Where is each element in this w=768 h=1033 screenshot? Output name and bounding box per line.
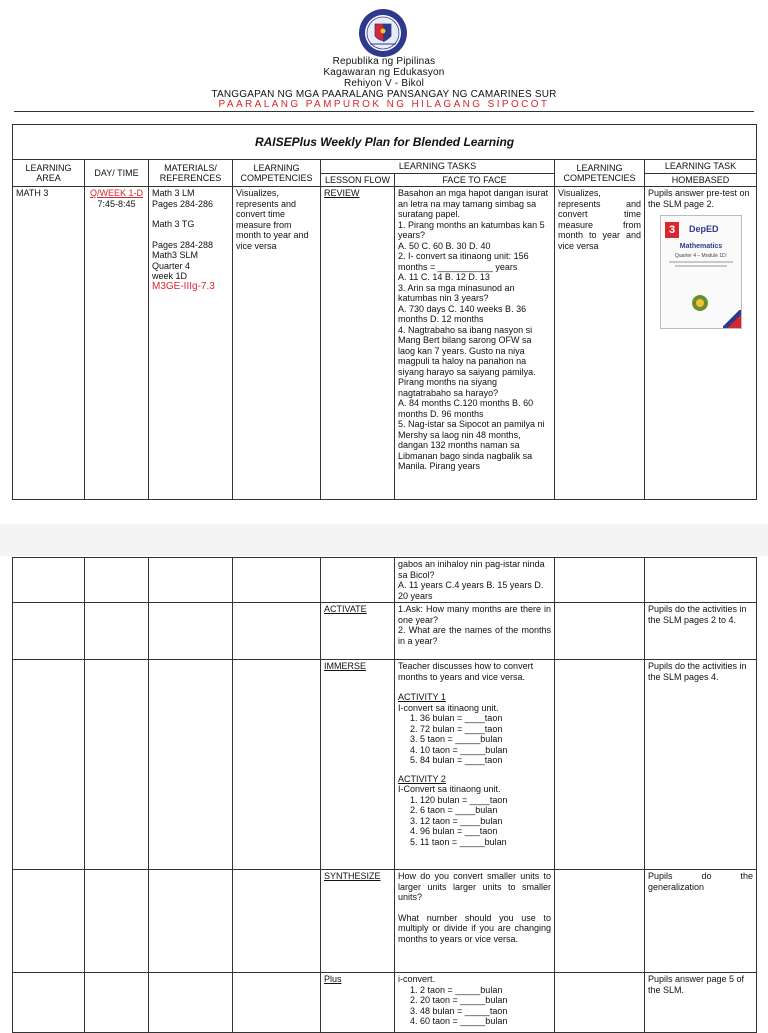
header-line-3: Rehiyon V - Bikol — [343, 78, 425, 89]
cover-stripe — [675, 265, 727, 267]
plus-list — [398, 985, 551, 1027]
face-to-face-synthesize — [395, 870, 555, 973]
review-choices: A. 11 years C.4 years B. 15 years D. 20 years — [398, 580, 544, 601]
header-competencies: LEARNING COMPETENCIES — [233, 160, 321, 187]
flow-immerse: IMMERSE — [321, 660, 395, 870]
header-line-4: TANGGAPAN NG MGA PAARALANG PANSANGAY NG CAMARINES SUR — [211, 89, 557, 100]
weekly-plan-table — [12, 124, 757, 500]
face-to-face-review — [395, 187, 555, 500]
header-face-to-face: FACE TO FACE — [395, 173, 555, 187]
review-question: 3. Arin sa mga minasunod an katumbas nin 3 years? — [398, 282, 515, 303]
material-item: Math3 SLM — [152, 250, 199, 260]
plus-item: 3. 48 bulan = _____taon — [420, 1006, 551, 1017]
activate-question: 1.Ask: How many months are there in one year? — [398, 604, 551, 625]
school-name: PAARALANG PAMPUROK NG HILAGANG SIPOCOT — [218, 99, 550, 110]
activity-item: 4. 10 taon = _____bulan — [420, 745, 551, 756]
activity-1-title: ACTIVITY 1 — [398, 692, 446, 702]
activity-1-instruction: I-convert sa itinaong unit. — [398, 702, 499, 713]
header-learning-task: LEARNING TASK — [645, 160, 757, 174]
flow-activate: ACTIVATE — [321, 603, 395, 660]
review-choices: A. 730 days C. 140 weeks B. 36 months D. 12 months — [398, 303, 527, 324]
review-choices: A. 11 C. 14 B. 12 D. 13 — [398, 272, 490, 282]
plus-item: 1. 2 taon = _____bulan — [420, 985, 551, 996]
activity-1-list — [398, 713, 551, 766]
material-item: Pages 284-286 — [152, 198, 214, 209]
competency-cell: Visualizes, represents and convert time measure from month to year and vice versa — [233, 187, 321, 500]
homebased-plus: Pupils answer page 5 of the SLM. — [645, 973, 757, 1033]
homebased-synthesize: Pupils do the generalization — [645, 870, 757, 973]
synthesize-question: What number should you use to multiply or divide if you are changing months to years or vice versa. — [398, 912, 551, 944]
review-question-cont: gabos an inihaloy nin pag-istar ninda sa Bicol? — [398, 559, 545, 580]
homebased-review — [645, 187, 757, 500]
material-item: Pages 284-288 — [152, 239, 214, 250]
cover-seal-icon — [691, 294, 709, 312]
review-question: 2. I- convert sa itinaong unit: 156 months = ___________ years — [398, 251, 529, 272]
review-question: 1. Pirang months an katumbas kan 5 years? — [398, 219, 545, 240]
learning-area-cell: MATH 3 — [13, 187, 85, 500]
review-instruction: Basahon an mga hapot dangan isurat an letra na may tamang simbag sa suratang papel. — [398, 188, 549, 219]
header-line-2: Kagawaran ng Edukasyon — [323, 67, 445, 78]
cover-corner-stripe — [723, 310, 741, 328]
review-choices: A. 50 C. 60 B. 30 D. 40 — [398, 240, 491, 251]
header-materials: MATERIALS/ REFERENCES — [149, 160, 233, 187]
slm-module-cover — [660, 215, 742, 329]
activity-item: 1. 120 bulan = ____taon — [420, 795, 551, 806]
face-to-face-activate — [395, 603, 555, 660]
time-label: 7:45-8:45 — [97, 198, 136, 209]
activity-item: 3. 5 taon = _____bulan — [420, 734, 551, 745]
flow-plus: Plus — [321, 973, 395, 1033]
header-homebased: HOMEBASED — [645, 173, 757, 187]
activity-item: 4. 96 bulan = ___taon — [420, 826, 551, 837]
week-day-label: Q/WEEK 1-D — [89, 188, 143, 198]
activity-item: 3. 12 taon = ____bulan — [420, 816, 551, 827]
cover-grade-badge: 3 — [665, 222, 679, 238]
page-gap — [0, 524, 768, 556]
homebased-immerse: Pupils do the activities in the SLM pages 4. — [645, 660, 757, 870]
plus-item: 2. 20 taon = _____bulan — [420, 995, 551, 1006]
activity-item: 5. 11 taon = _____bulan — [420, 837, 551, 848]
header-competencies-2: LEARNING COMPETENCIES — [555, 160, 645, 187]
activity-2-list — [398, 795, 551, 848]
review-choices: A. 84 months C.120 months B. 60 months D. 96 months — [398, 398, 534, 419]
day-time-cell — [85, 187, 149, 500]
activity-2-title: ACTIVITY 2 — [398, 773, 446, 784]
header-day-time: DAY/ TIME — [85, 160, 149, 187]
activity-item: 1. 36 bulan = ____taon — [420, 713, 551, 724]
material-item: Quarter 4 — [152, 260, 191, 271]
header-learning-tasks: LEARNING TASKS — [321, 160, 555, 174]
header-line-1: Republika ng Pipilinas — [332, 56, 436, 67]
cover-brand: DepED — [689, 224, 719, 234]
review-question: 5. Nag-istar sa Sipocot an pamilya ni Mershy sa laog nin 48 months, dangan 132 months naman sa Libmanan bago sinda nagbalik sa Manila. Pirang years — [398, 419, 545, 471]
header-lesson-flow: LESSON FLOW — [321, 173, 395, 187]
plan-title: RAISEPlus Weekly Plan for Blended Learning — [13, 125, 757, 160]
activity-item: 5. 84 bulan = ____taon — [420, 755, 551, 766]
flow-synthesize: SYNTHESIZE — [321, 870, 395, 973]
competency-cell-2: Visualizes, represents and convert time measure from month to year and vice versa — [555, 187, 645, 500]
header-divider — [14, 111, 754, 112]
activity-2-instruction: I-Convert sa itinaong unit. — [398, 784, 501, 794]
plus-item: 4. 60 taon = _____bulan — [420, 1016, 551, 1027]
immerse-intro: Teacher discusses how to convert months to years and vice versa. — [398, 661, 534, 682]
flow-review: REVIEW — [321, 187, 395, 500]
competency-code: M3GE-IIIg-7.3 — [152, 280, 215, 292]
review-continued — [395, 558, 555, 603]
header-learning-area: LEARNING AREA — [13, 160, 85, 187]
materials-cell — [149, 187, 233, 500]
deped-seal-logo — [358, 8, 408, 58]
face-to-face-immerse — [395, 660, 555, 870]
material-item: Math 3 TG — [152, 219, 195, 229]
plus-instruction: i-convert. — [398, 974, 436, 984]
material-item: week 1D — [152, 271, 188, 281]
activity-item: 2. 6 taon = ____bulan — [420, 805, 551, 816]
cover-subject: Mathematics — [679, 243, 723, 250]
activate-question: 2. What are the names of the months in a year? — [398, 625, 551, 646]
homebased-text: Pupils answer pre-test on the SLM page 2. — [648, 188, 750, 209]
synthesize-question: How do you convert smaller units to larger units larger units to smaller units? — [398, 871, 551, 902]
weekly-plan-table-continued — [12, 557, 757, 1033]
review-question: 4. Nagtrabaho sa ibang nasyon si Mang Bert bilang sarong OFW sa laog kan 7 years. Gusto na niya magpuli ta haloy na panahon na siyang harayo sa saiyang pamilya. Pirang months na siyang nagtatrabaho sa harayo? — [398, 324, 536, 398]
cover-module: Quarter 4 – Module 1D: — [674, 253, 728, 259]
cover-stripe — [669, 261, 733, 263]
homebased-activate: Pupils do the activities in the SLM pages 2 to 4. — [645, 603, 757, 660]
material-item: Math 3 LM — [152, 188, 195, 198]
activity-item: 2. 72 bulan = ____taon — [420, 724, 551, 735]
